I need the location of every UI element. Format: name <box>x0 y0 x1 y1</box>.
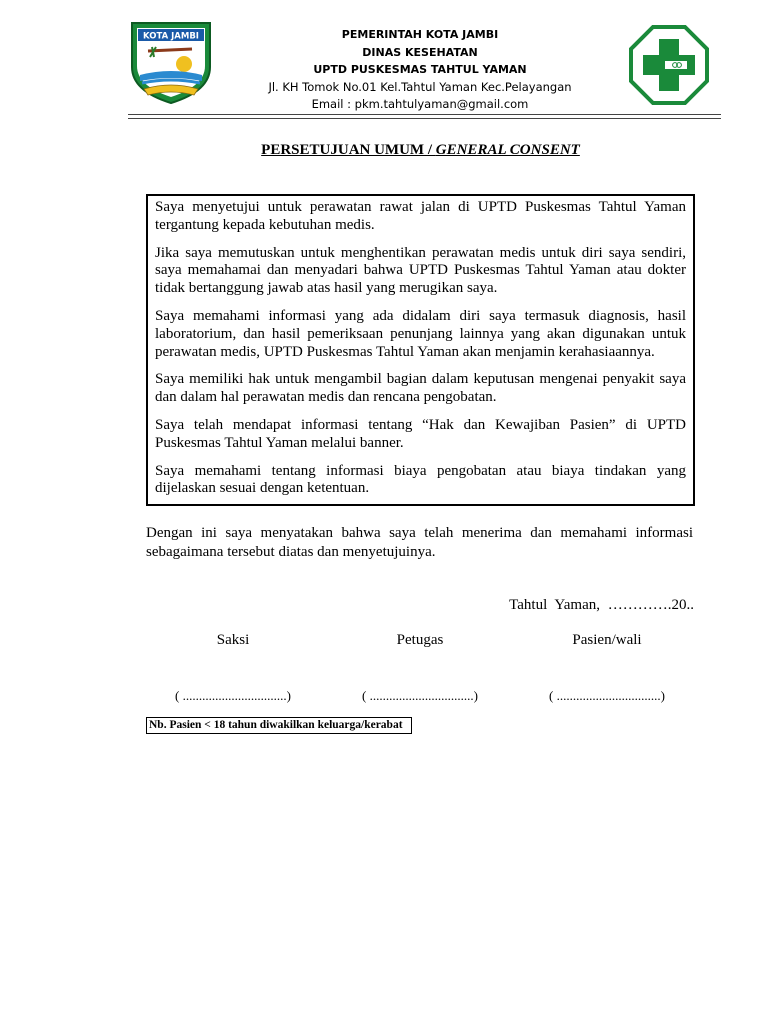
consent-item: Saya telah mendapat informasi tentang “Hak dan Kewajiban Pasien” di UPTD Puskesmas Tahtul Yaman melalui banner. <box>155 416 686 451</box>
declaration-statement: Dengan ini saya menyatakan bahwa saya telah menerima dan memahami informasi sebagaimana tersebut diatas dan menyetujuinya. <box>146 525 693 560</box>
consent-item: Saya memiliki hak untuk mengambil bagian dalam keputusan mengenai penyakit saya dan dalam hal perawatan medis dan rencana pengobatan. <box>155 371 686 406</box>
consent-item: Saya menyetujui untuk perawatan rawat jalan di UPTD Puskesmas Tahtul Yaman tergantung kepada kebutuhan medis. <box>155 199 686 233</box>
place-date-field: Tahtul Yaman, ………….20.. <box>509 597 694 613</box>
header-agency: DINAS KESEHATAN <box>362 45 478 59</box>
letterhead-divider-thin <box>128 118 721 119</box>
signature-line-patient: ( ................................) <box>549 688 665 703</box>
signature-label-patient: Pasien/wali <box>572 632 642 648</box>
signature-line-witness: ( ................................) <box>175 688 291 703</box>
header-address: Jl. KH Tomok No.01 Kel.Tahtul Yaman Kec.Pelayangan <box>268 79 572 94</box>
signature-label-witness: Saksi <box>216 632 250 648</box>
consent-item: Saya memahami informasi yang ada didalam diri saya termasuk diagnosis, hasil laboratorium, dan hasil pemeriksaan penunjang lainnya yang akan digunakan untuk perawatan medis, UPTD Puskesmas Tahtul Yaman akan menjamin kerahasiaannya. <box>155 307 686 360</box>
logo-banner-text: KOTA JAMBI <box>143 31 199 42</box>
consent-item: Jika saya memutuskan untuk menghentikan perawatan medis untuk diri saya sendiri, saya memahamai dan menyadari bahwa UPTD Puskesmas Tahtul Yaman atau dokter tidak bertanggung jawab atas hasil yang merugikan saya. <box>155 244 686 297</box>
letterhead <box>230 26 610 114</box>
consent-statements-box <box>146 194 695 506</box>
document-title <box>0 142 768 159</box>
header-government: PEMERINTAH KOTA JAMBI <box>341 28 499 41</box>
signature-label-officer: Petugas <box>396 632 444 648</box>
puskesmas-cross-icon <box>629 25 709 105</box>
title-italic: GENERAL CONSENT <box>435 142 580 158</box>
title-main: PERSETUJUAN UMUM / <box>261 142 436 158</box>
kota-jambi-crest-icon <box>128 17 214 105</box>
header-facility: UPTD PUSKESMAS TAHTUL YAMAN <box>313 63 527 76</box>
header-email: Email : pkm.tahtulyaman@gmail.com <box>311 97 529 111</box>
footnote-box: Nb. Pasien < 18 tahun diwakilkan keluarga/kerabat <box>146 717 412 734</box>
signature-line-officer: ( ................................) <box>362 688 478 703</box>
letterhead-divider-thick <box>128 114 721 115</box>
consent-item: Saya memahami tentang informasi biaya pengobatan atau biaya tindakan yang dijelaskan sesuai dengan ketentuan. <box>155 462 686 497</box>
